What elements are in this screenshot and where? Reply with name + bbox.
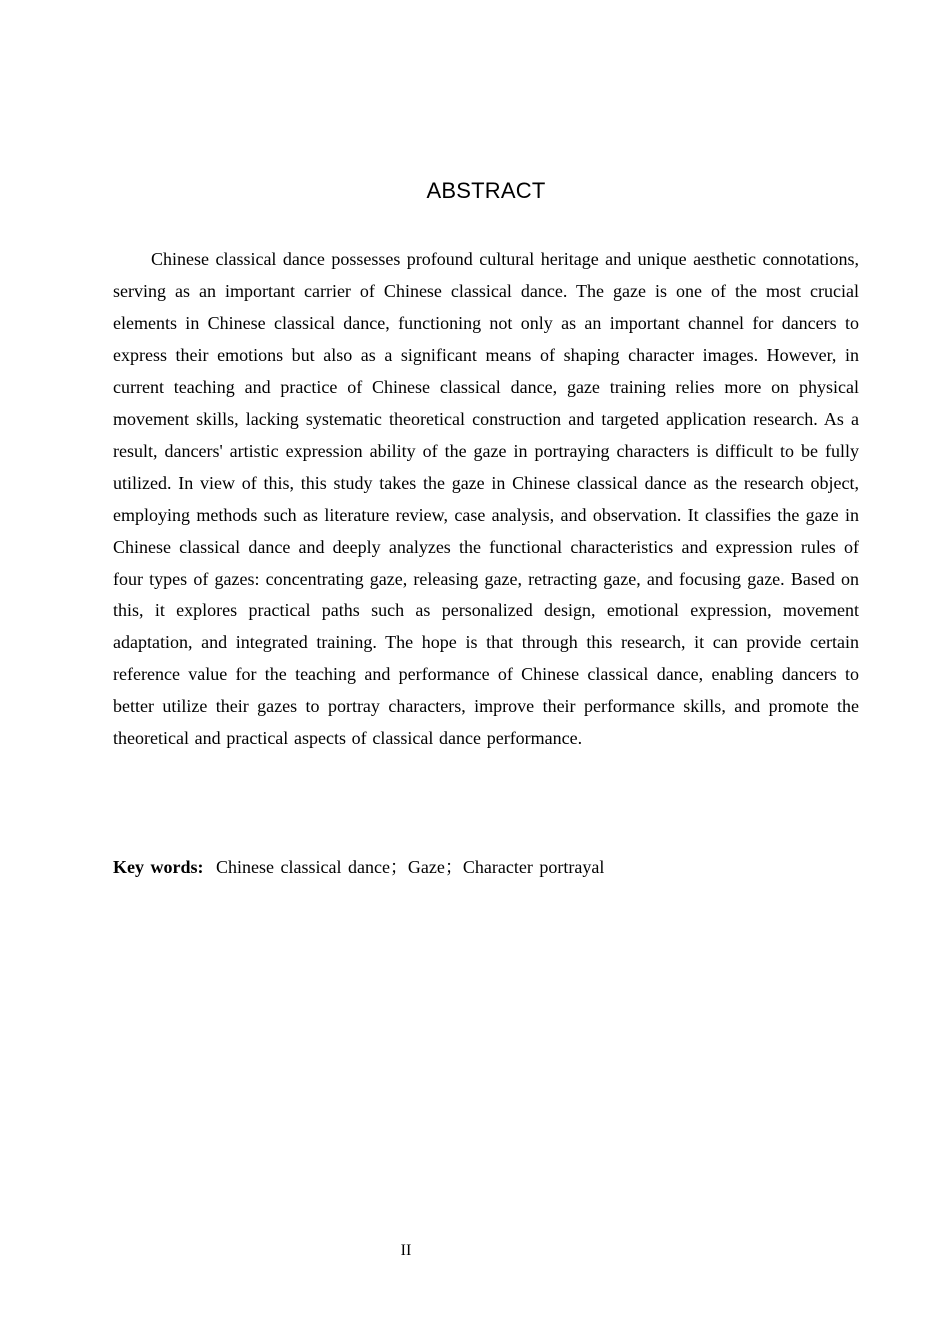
keywords-list: Chinese classical dance；Gaze；Character portrayal	[216, 857, 605, 877]
page-number: II	[400, 1242, 412, 1259]
keywords-label: Key words:	[113, 857, 204, 877]
abstract-body: Chinese classical dance possesses profound cultural heritage and unique aesthetic connotations, serving as an important carrier of Chinese classical dance. The gaze is one of the most crucial elements in Chinese classical dance, functioning not only as an important channel for dancers to express their emotions but also as a significant means of shaping character images. However, in current teaching and practice of Chinese classical dance, gaze training relies more on physical movement skills, lacking systematic theoretical construction and targeted application research. As a result, dancers' artistic expression ability of the gaze in portraying characters is difficult to be fully utilized. In view of this, this study takes the gaze in Chinese classical dance as the research object, employing methods such as literature review, case analysis, and observation. It classifies the gaze in Chinese classical dance and deeply analyzes the functional characteristics and expression rules of four types of gazes: concentrating gaze, releasing gaze, retracting gaze, and focusing gaze. Based on this, it explores practical paths such as personalized design, emotional expression, movement adaptation, and integrated training. The hope is that through this research, it can provide certain reference value for the teaching and performance of Chinese classical dance, enabling dancers to better utilize their gazes to portray characters, improve their performance skills, and promote the theoretical and practical aspects of classical dance performance.	[113, 249, 859, 749]
abstract-title: ABSTRACT	[426, 178, 546, 203]
keywords-line	[113, 851, 859, 883]
